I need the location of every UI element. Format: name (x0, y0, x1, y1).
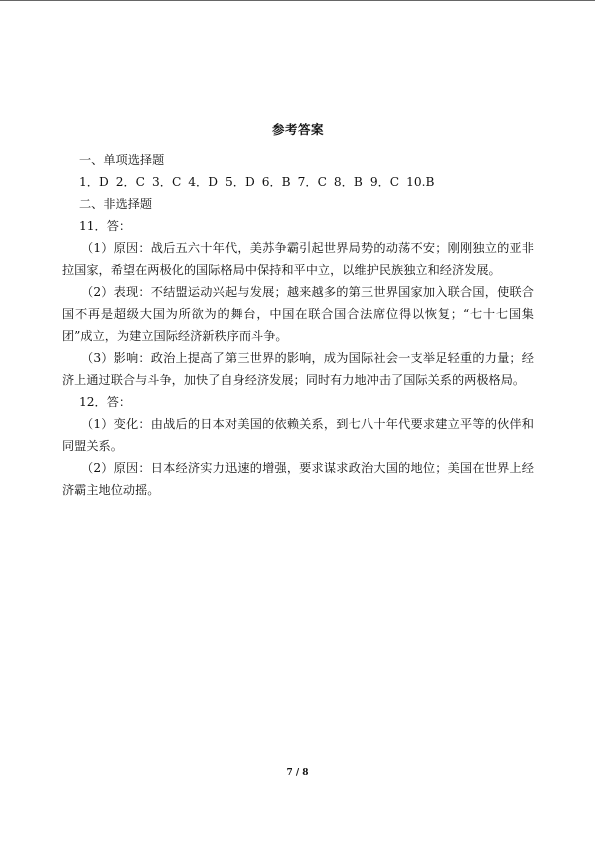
section-heading-mcq: 一、单项选择题 (79, 153, 165, 167)
page-number: 7 / 8 (286, 768, 309, 778)
question-11-part-1: （1）原因：战后五六十年代，美苏争霸引起世界局势的动荡不安；刚刚独立的亚非拉国家，希望在两极化的国际格局中保持和平中立，以维护民族独立和经济发展。 (62, 241, 534, 277)
mcq-answer: 2．C (115, 175, 145, 189)
mcq-answer: 8．B (333, 175, 363, 189)
mcq-answer: 3．C (152, 175, 182, 189)
header-rule (0, 0, 595, 1)
mcq-answer: 4．D (188, 175, 218, 189)
question-12-part-1: （1）变化：由战后的日本对美国的依赖关系，到七八十年代要求建立平等的伙伴和同盟关系。 (62, 417, 534, 453)
mcq-answer: 9．C (369, 175, 400, 189)
mcq-answer-list (62, 171, 534, 193)
section-heading-essay: 二、非选择题 (79, 197, 153, 211)
mcq-answer: 7．C (297, 175, 327, 189)
mcq-answer: 5．D (225, 175, 255, 189)
page-title: 参考答案 (271, 122, 324, 137)
question-12-part-2: （2）原因：日本经济实力迅速的增强，要求谋求政治大国的地位；美国在世界上经济霸主地位动摇。 (62, 461, 534, 497)
question-11-part-2: （2）表现：不结盟运动兴起与发展；越来越多的第三世界国家加入联合国，使联合国不再是超级大国为所欲为的舞台，中国在联合国合法席位得以恢复；“七十七国集团”成立，为建立国际经济新秩序而斗争。 (62, 285, 534, 343)
mcq-answer: 6．B (261, 175, 291, 189)
answer-document (62, 120, 534, 501)
question-11-part-3: （3）影响：政治上提高了第三世界的影响，成为国际社会一支举足轻重的力量；经济上通过联合与斗争，加快了自身经济发展；同时有力地冲击了国际关系的两极格局。 (62, 351, 534, 387)
mcq-answer: 1．D (79, 175, 109, 189)
question-11-label: 11．答： (79, 219, 132, 233)
mcq-answer: 10.B (406, 175, 435, 189)
question-12-label: 12．答： (79, 395, 132, 409)
